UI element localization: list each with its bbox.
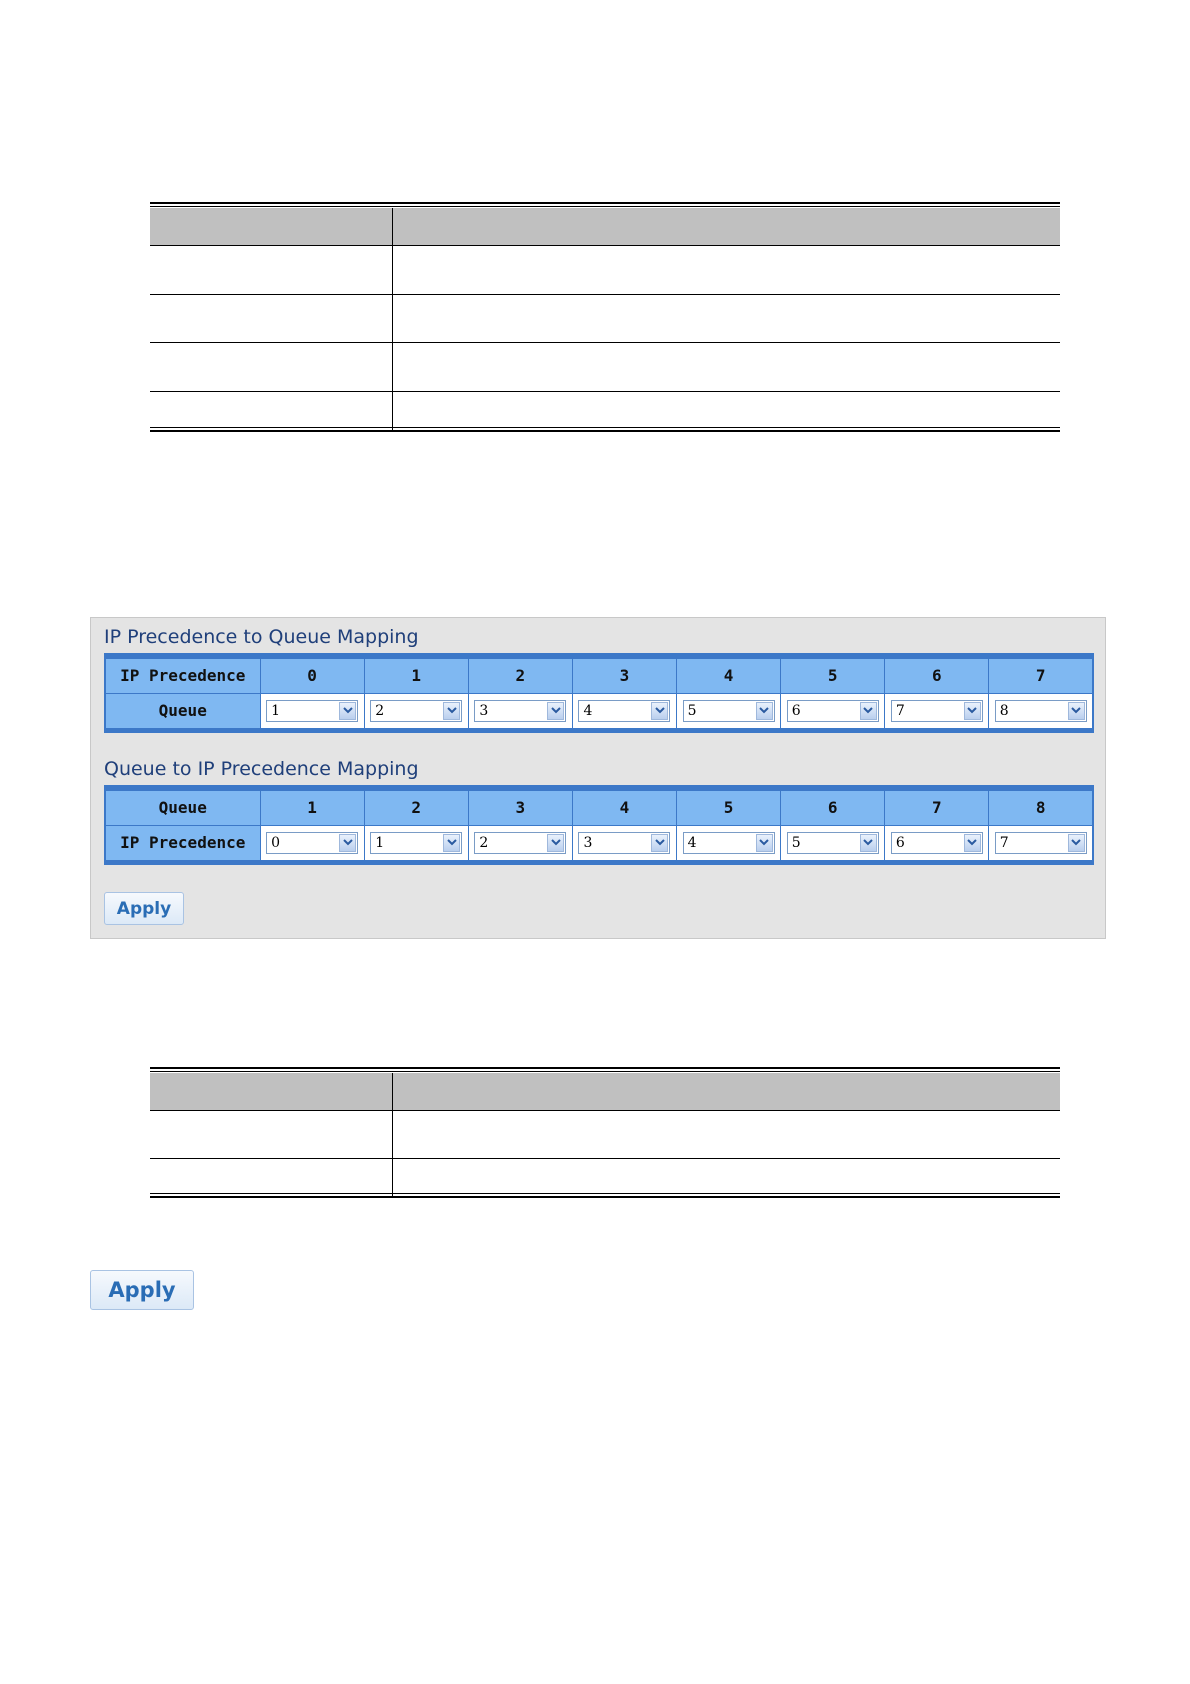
chevron-down-icon[interactable] [651,834,668,852]
select-value: 4 [583,702,593,719]
panel-apply-button[interactable]: Apply [104,892,184,925]
mapping-select[interactable] [891,700,983,722]
mapping-cell [677,693,781,730]
chevron-down-icon[interactable] [443,702,460,720]
desc-row [150,392,1060,430]
row-label: Queue [105,788,260,825]
column-header: 3 [468,788,572,825]
mapping-select[interactable] [683,832,775,854]
chevron-down-icon[interactable] [339,702,356,720]
select-value: 3 [583,834,593,851]
column-header: 8 [989,788,1093,825]
mapping-cell [260,825,364,862]
select-value: 1 [375,834,385,851]
column-header: 6 [781,788,885,825]
desc-row [150,246,1060,295]
ip-to-queue-title: IP Precedence to Queue Mapping [104,626,419,648]
column-header: 6 [885,656,989,693]
column-header: 4 [572,788,676,825]
mapping-cell [364,693,468,730]
mapping-cell [572,693,676,730]
description-table-bottom [150,1067,1060,1198]
select-value: 6 [895,834,905,851]
mapping-select[interactable] [474,700,566,722]
select-value: 8 [999,702,1009,719]
mapping-cell [885,693,989,730]
chevron-down-icon[interactable] [756,702,773,720]
select-value: 7 [895,702,905,719]
mapping-select[interactable] [995,700,1087,722]
chevron-down-icon[interactable] [339,834,356,852]
chevron-down-icon[interactable] [1068,702,1085,720]
queue-to-ip-table [104,785,1094,865]
mapping-cell [468,825,572,862]
desc-header-row [150,208,1060,246]
table-header-row [105,656,1093,693]
mapping-select[interactable] [683,700,775,722]
mapping-cell [364,825,468,862]
column-header: 5 [781,656,885,693]
mapping-select[interactable] [266,700,358,722]
chevron-down-icon[interactable] [443,834,460,852]
select-value: 2 [375,702,385,719]
mapping-select[interactable] [578,832,670,854]
mapping-cell [260,693,364,730]
mapping-select[interactable] [370,700,462,722]
select-value: 4 [687,834,697,851]
column-header: 3 [572,656,676,693]
table-header-row [105,788,1093,825]
row-label: IP Precedence [105,825,260,862]
select-value: 1 [271,702,280,719]
column-header: 2 [468,656,572,693]
mapping-select[interactable] [266,832,358,854]
mapping-select[interactable] [787,832,879,854]
chevron-down-icon[interactable] [547,702,564,720]
column-header: 1 [364,656,468,693]
column-header: 0 [260,656,364,693]
mapping-select[interactable] [995,832,1087,854]
desc-header-row [150,1073,1060,1111]
mapping-select[interactable] [578,700,670,722]
mapping-cell [781,825,885,862]
row-label: Queue [105,693,260,730]
chevron-down-icon[interactable] [964,702,981,720]
chevron-down-icon[interactable] [860,834,877,852]
mapping-select[interactable] [891,832,983,854]
mapping-cell [989,693,1093,730]
qos-mapping-panel [90,617,1106,939]
row-label: IP Precedence [105,656,260,693]
desc-row [150,1159,1060,1196]
desc-row [150,295,1060,343]
column-header: 5 [677,788,781,825]
mapping-cell [572,825,676,862]
description-table-top [150,202,1060,432]
mapping-cell [468,693,572,730]
select-value: 5 [687,702,697,719]
mapping-cell [781,693,885,730]
chevron-down-icon[interactable] [1068,834,1085,852]
ip-to-queue-table [104,653,1094,733]
desc-row [150,1111,1060,1159]
column-header: 1 [260,788,364,825]
column-header: 7 [989,656,1093,693]
desc-row [150,343,1060,392]
chevron-down-icon[interactable] [860,702,877,720]
select-value: 2 [479,834,489,851]
mapping-cell [885,825,989,862]
table-row [105,825,1093,862]
column-header: 2 [364,788,468,825]
column-header: 4 [677,656,781,693]
mapping-cell [677,825,781,862]
select-value: 6 [791,702,801,719]
select-value: 3 [479,702,489,719]
apply-button[interactable]: Apply [90,1270,194,1310]
select-value: 0 [271,834,280,851]
mapping-select[interactable] [474,832,566,854]
mapping-select[interactable] [370,832,462,854]
table-row [105,693,1093,730]
select-value: 5 [791,834,801,851]
chevron-down-icon[interactable] [964,834,981,852]
mapping-select[interactable] [787,700,879,722]
chevron-down-icon[interactable] [651,702,668,720]
chevron-down-icon[interactable] [756,834,773,852]
mapping-cell [989,825,1093,862]
queue-to-ip-title: Queue to IP Precedence Mapping [104,758,419,780]
select-value: 7 [999,834,1009,851]
column-header: 7 [885,788,989,825]
chevron-down-icon[interactable] [547,834,564,852]
